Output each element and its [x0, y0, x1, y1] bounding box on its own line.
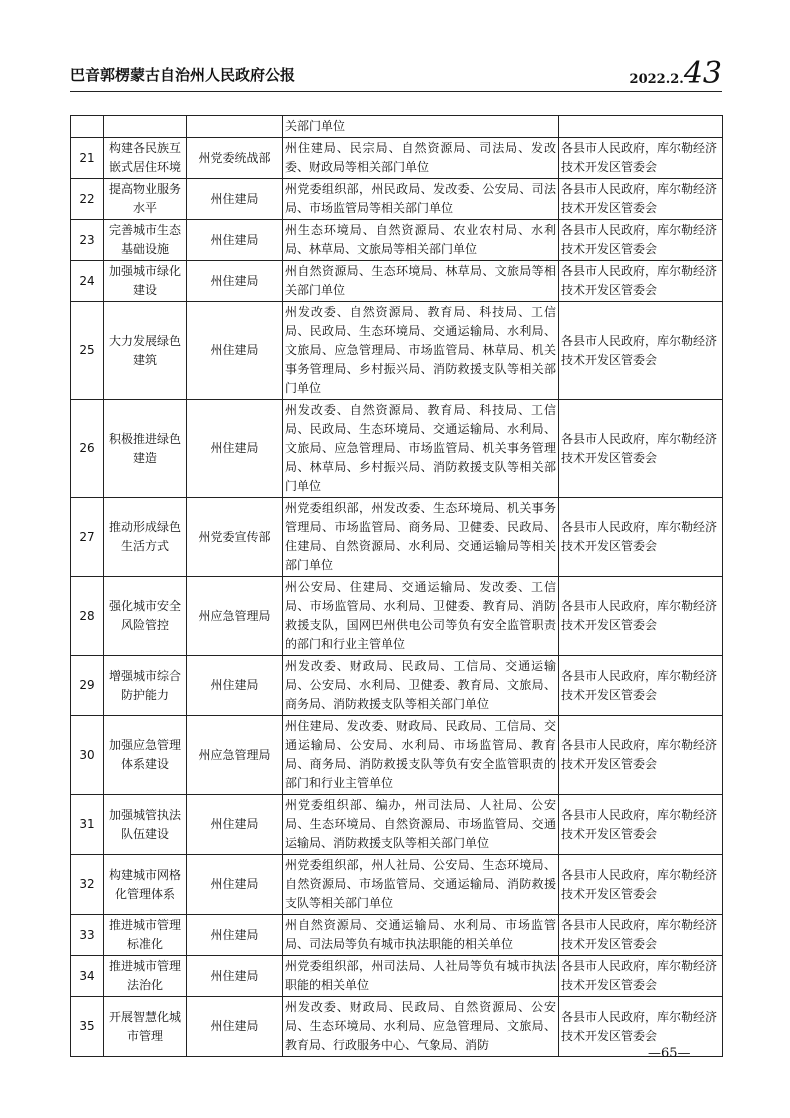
row-number: 23 [71, 220, 104, 261]
row-number: 31 [71, 795, 104, 855]
table-row [71, 716, 723, 795]
lead-department: 州应急管理局 [187, 577, 283, 656]
table-row [71, 400, 723, 498]
cooperating-departments: 州党委组织部，州人社局、公安局、生态环境局、自然资源局、市场监管局、交通运输局、消防救援支队等相关部门单位 [283, 855, 559, 915]
responsible-units: 各县市人民政府，库尔勒经济技术开发区管委会 [559, 855, 723, 915]
table-row [71, 855, 723, 915]
row-number: 28 [71, 577, 104, 656]
responsible-units: 各县市人民政府，库尔勒经济技术开发区管委会 [559, 795, 723, 855]
row-number: 25 [71, 302, 104, 400]
issue-page-number: 43 [683, 56, 722, 91]
lead-department: 州住建局 [187, 855, 283, 915]
row-number: 26 [71, 400, 104, 498]
cooperating-departments: 州生态环境局、自然资源局、农业农村局、水利局、林草局、文旅局等相关部门单位 [283, 220, 559, 261]
responsible-units: 各县市人民政府，库尔勒经济技术开发区管委会 [559, 656, 723, 716]
task-table [70, 115, 723, 1057]
task-name: 积极推进绿色建造 [104, 400, 187, 498]
lead-department: 州住建局 [187, 302, 283, 400]
responsible-units: 各县市人民政府，库尔勒经济技术开发区管委会 [559, 220, 723, 261]
cooperating-departments: 州自然资源局、交通运输局、水利局、市场监管局、司法局等负有城市执法职能的相关单位 [283, 915, 559, 956]
task-name [104, 116, 187, 138]
row-number: 27 [71, 498, 104, 577]
lead-department: 州住建局 [187, 400, 283, 498]
lead-department: 州住建局 [187, 179, 283, 220]
lead-department: 州住建局 [187, 915, 283, 956]
lead-department: 州住建局 [187, 220, 283, 261]
task-name: 强化城市安全风险管控 [104, 577, 187, 656]
table-row [71, 997, 723, 1057]
lead-department [187, 116, 283, 138]
task-name: 推进城市管理法治化 [104, 956, 187, 997]
cooperating-departments: 州党委组织部，州民政局、发改委、公安局、司法局、市场监管局等相关部门单位 [283, 179, 559, 220]
lead-department: 州住建局 [187, 261, 283, 302]
cooperating-departments: 州发改委、自然资源局、教育局、科技局、工信局、民政局、生态环境局、交通运输局、水利局、文旅局、应急管理局、市场监管局、机关事务管理局、林草局、乡村振兴局、消防救援支队等相关部门单位 [283, 400, 559, 498]
lead-department: 州党委宣传部 [187, 498, 283, 577]
row-number: 35 [71, 997, 104, 1057]
task-name: 推动形成绿色生活方式 [104, 498, 187, 577]
table-row [71, 656, 723, 716]
table-row [71, 915, 723, 956]
cooperating-departments: 州党委组织部、编办，州司法局、人社局、公安局、生态环境局、自然资源局、市场监管局、交通运输局、消防救援支队等相关部门单位 [283, 795, 559, 855]
task-name: 加强城管执法队伍建设 [104, 795, 187, 855]
table-row [71, 956, 723, 997]
lead-department: 州党委统战部 [187, 138, 283, 179]
lead-department: 州住建局 [187, 997, 283, 1057]
responsible-units: 各县市人民政府，库尔勒经济技术开发区管委会 [559, 577, 723, 656]
table-row [71, 179, 723, 220]
task-name: 增强城市综合防护能力 [104, 656, 187, 716]
responsible-units: 各县市人民政府，库尔勒经济技术开发区管委会 [559, 498, 723, 577]
task-name: 加强城市绿化建设 [104, 261, 187, 302]
issue-info [629, 56, 722, 91]
table-row [71, 498, 723, 577]
cooperating-departments: 州发改委、财政局、民政局、自然资源局、公安局、生态环境局、水利局、应急管理局、文旅局、教育局、行政服务中心、气象局、消防 [283, 997, 559, 1057]
task-name: 加强应急管理体系建设 [104, 716, 187, 795]
responsible-units [559, 116, 723, 138]
responsible-units: 各县市人民政府，库尔勒经济技术开发区管委会 [559, 179, 723, 220]
cooperating-departments: 州党委组织部，州司法局、人社局等负有城市执法职能的相关单位 [283, 956, 559, 997]
table-row [71, 577, 723, 656]
lead-department: 州住建局 [187, 656, 283, 716]
table-row [71, 116, 723, 138]
responsible-units: 各县市人民政府，库尔勒经济技术开发区管委会 [559, 400, 723, 498]
row-number: 21 [71, 138, 104, 179]
row-number: 30 [71, 716, 104, 795]
page-number: —65— [648, 1046, 691, 1061]
cooperating-departments: 州发改委、自然资源局、教育局、科技局、工信局、民政局、生态环境局、交通运输局、水利局、文旅局、应急管理局、市场监管局、林草局、机关事务管理局、乡村振兴局、消防救援支队等相关部门单位 [283, 302, 559, 400]
task-name: 构建各民族互嵌式居住环境 [104, 138, 187, 179]
task-name: 开展智慧化城市管理 [104, 997, 187, 1057]
task-name: 提高物业服务水平 [104, 179, 187, 220]
cooperating-departments: 州发改委、财政局、民政局、工信局、交通运输局、公安局、水利局、卫健委、教育局、文旅局、商务局、消防救援支队等相关部门单位 [283, 656, 559, 716]
task-name: 构建城市网格化管理体系 [104, 855, 187, 915]
table-row [71, 302, 723, 400]
row-number: 22 [71, 179, 104, 220]
table-row [71, 138, 723, 179]
cooperating-departments: 州住建局、民宗局、自然资源局、司法局、发改委、财政局等相关部门单位 [283, 138, 559, 179]
responsible-units: 各县市人民政府，库尔勒经济技术开发区管委会 [559, 997, 723, 1057]
cooperating-departments: 州党委组织部，州发改委、生态环境局、机关事务管理局、市场监管局、商务局、卫健委、民政局、住建局、自然资源局、水利局、交通运输局等相关部门单位 [283, 498, 559, 577]
task-name: 大力发展绿色建筑 [104, 302, 187, 400]
responsible-units: 各县市人民政府，库尔勒经济技术开发区管委会 [559, 716, 723, 795]
cooperating-departments: 州自然资源局、生态环境局、林草局、文旅局等相关部门单位 [283, 261, 559, 302]
cooperating-departments: 州住建局、发改委、财政局、民政局、工信局、交通运输局、公安局、水利局、市场监管局、教育局、商务局、消防救援支队等负有安全监管职责的部门和行业主管单位 [283, 716, 559, 795]
responsible-units: 各县市人民政府，库尔勒经济技术开发区管委会 [559, 261, 723, 302]
row-number: 33 [71, 915, 104, 956]
responsible-units: 各县市人民政府，库尔勒经济技术开发区管委会 [559, 302, 723, 400]
task-name: 推进城市管理标准化 [104, 915, 187, 956]
responsible-units: 各县市人民政府，库尔勒经济技术开发区管委会 [559, 915, 723, 956]
table-row [71, 220, 723, 261]
row-number: 24 [71, 261, 104, 302]
cooperating-departments: 关部门单位 [283, 116, 559, 138]
task-name: 完善城市生态基础设施 [104, 220, 187, 261]
row-number: 34 [71, 956, 104, 997]
responsible-units: 各县市人民政府，库尔勒经济技术开发区管委会 [559, 956, 723, 997]
issue-date: 2022.2. [629, 72, 684, 87]
lead-department: 州住建局 [187, 956, 283, 997]
table-row [71, 795, 723, 855]
lead-department: 州住建局 [187, 795, 283, 855]
row-number: 32 [71, 855, 104, 915]
lead-department: 州应急管理局 [187, 716, 283, 795]
table-row [71, 261, 723, 302]
row-number [71, 116, 104, 138]
cooperating-departments: 州公安局、住建局、交通运输局、发改委、工信局、市场监管局、水利局、卫健委、教育局、消防救援支队，国网巴州供电公司等负有安全监管职责的部门和行业主管单位 [283, 577, 559, 656]
page-header [70, 55, 722, 89]
responsible-units: 各县市人民政府，库尔勒经济技术开发区管委会 [559, 138, 723, 179]
row-number: 29 [71, 656, 104, 716]
publication-title: 巴音郭楞蒙古自治州人民政府公报 [70, 66, 296, 84]
header-rule [70, 91, 722, 92]
